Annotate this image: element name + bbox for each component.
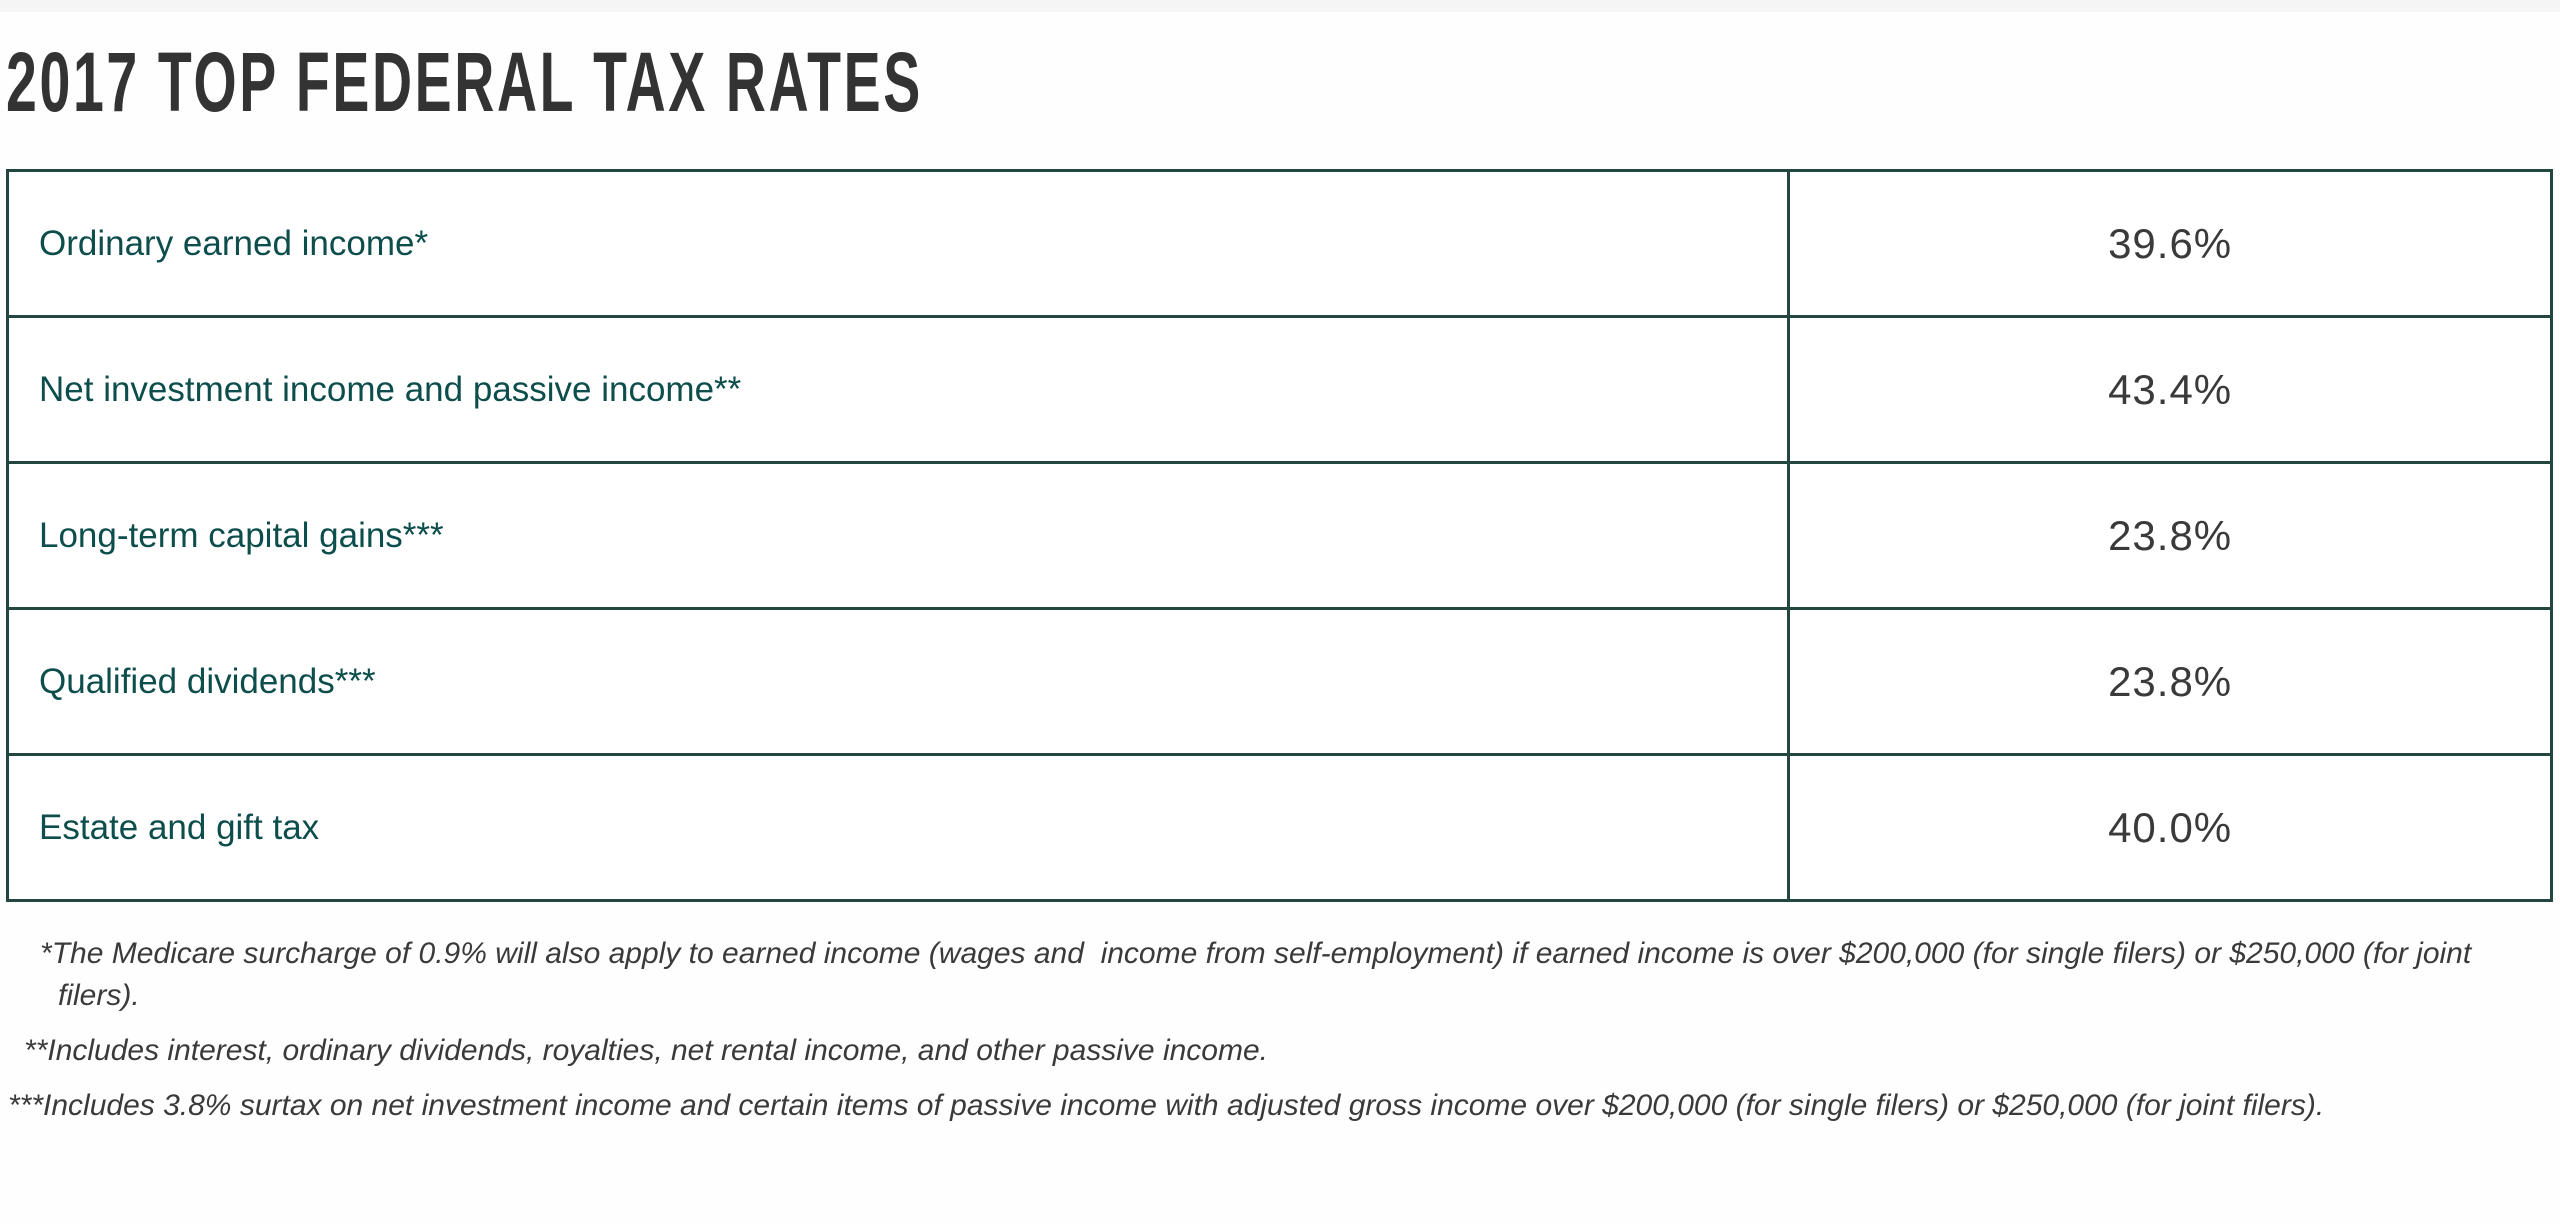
row-rate: 43.4% <box>2108 365 2233 413</box>
footnote <box>0 933 2546 1017</box>
table-row <box>9 753 2550 899</box>
table-row <box>9 315 2550 461</box>
table-row <box>9 172 2550 315</box>
top-edge-strip <box>0 0 2560 12</box>
row-label: Long-term capital gains*** <box>9 464 1790 607</box>
row-rate: 23.8% <box>2108 657 2233 705</box>
page-title: 2017 TOP FEDERAL TAX RATES <box>6 35 923 129</box>
row-rate: 39.6% <box>2108 219 2233 267</box>
row-label: Net investment income and passive income** <box>9 318 1790 461</box>
row-rate: 23.8% <box>2108 511 2233 559</box>
row-rate: 40.0% <box>2108 803 2233 851</box>
footnote-marker: * <box>40 937 52 970</box>
table-row <box>9 607 2550 753</box>
footnotes <box>0 933 2546 1140</box>
row-label: Ordinary earned income* <box>9 172 1790 315</box>
footnote <box>0 1085 2546 1127</box>
row-label: Qualified dividends*** <box>9 610 1790 753</box>
footnote-text: Includes 3.8% surtax on net investment income and certain items of passive income with adjusted gross income over $200,000 (for single filers) or $250,000 (for joint filers). <box>43 1089 2325 1122</box>
footnote-marker: *** <box>8 1089 44 1122</box>
footnote <box>0 1030 2546 1072</box>
tax-rates-table <box>6 169 2553 902</box>
row-label: Estate and gift tax <box>9 756 1790 899</box>
table-row <box>9 461 2550 607</box>
footnote-text: Includes interest, ordinary dividends, royalties, net rental income, and other passive income. <box>47 1034 1268 1067</box>
footnote-text: The Medicare surcharge of 0.9% will also apply to earned income (wages and income from self-employment) if earned income is over $200,000 (for single filers) or $250,000 (for joint filers). <box>51 937 2480 1012</box>
footnote-marker: ** <box>24 1034 48 1067</box>
